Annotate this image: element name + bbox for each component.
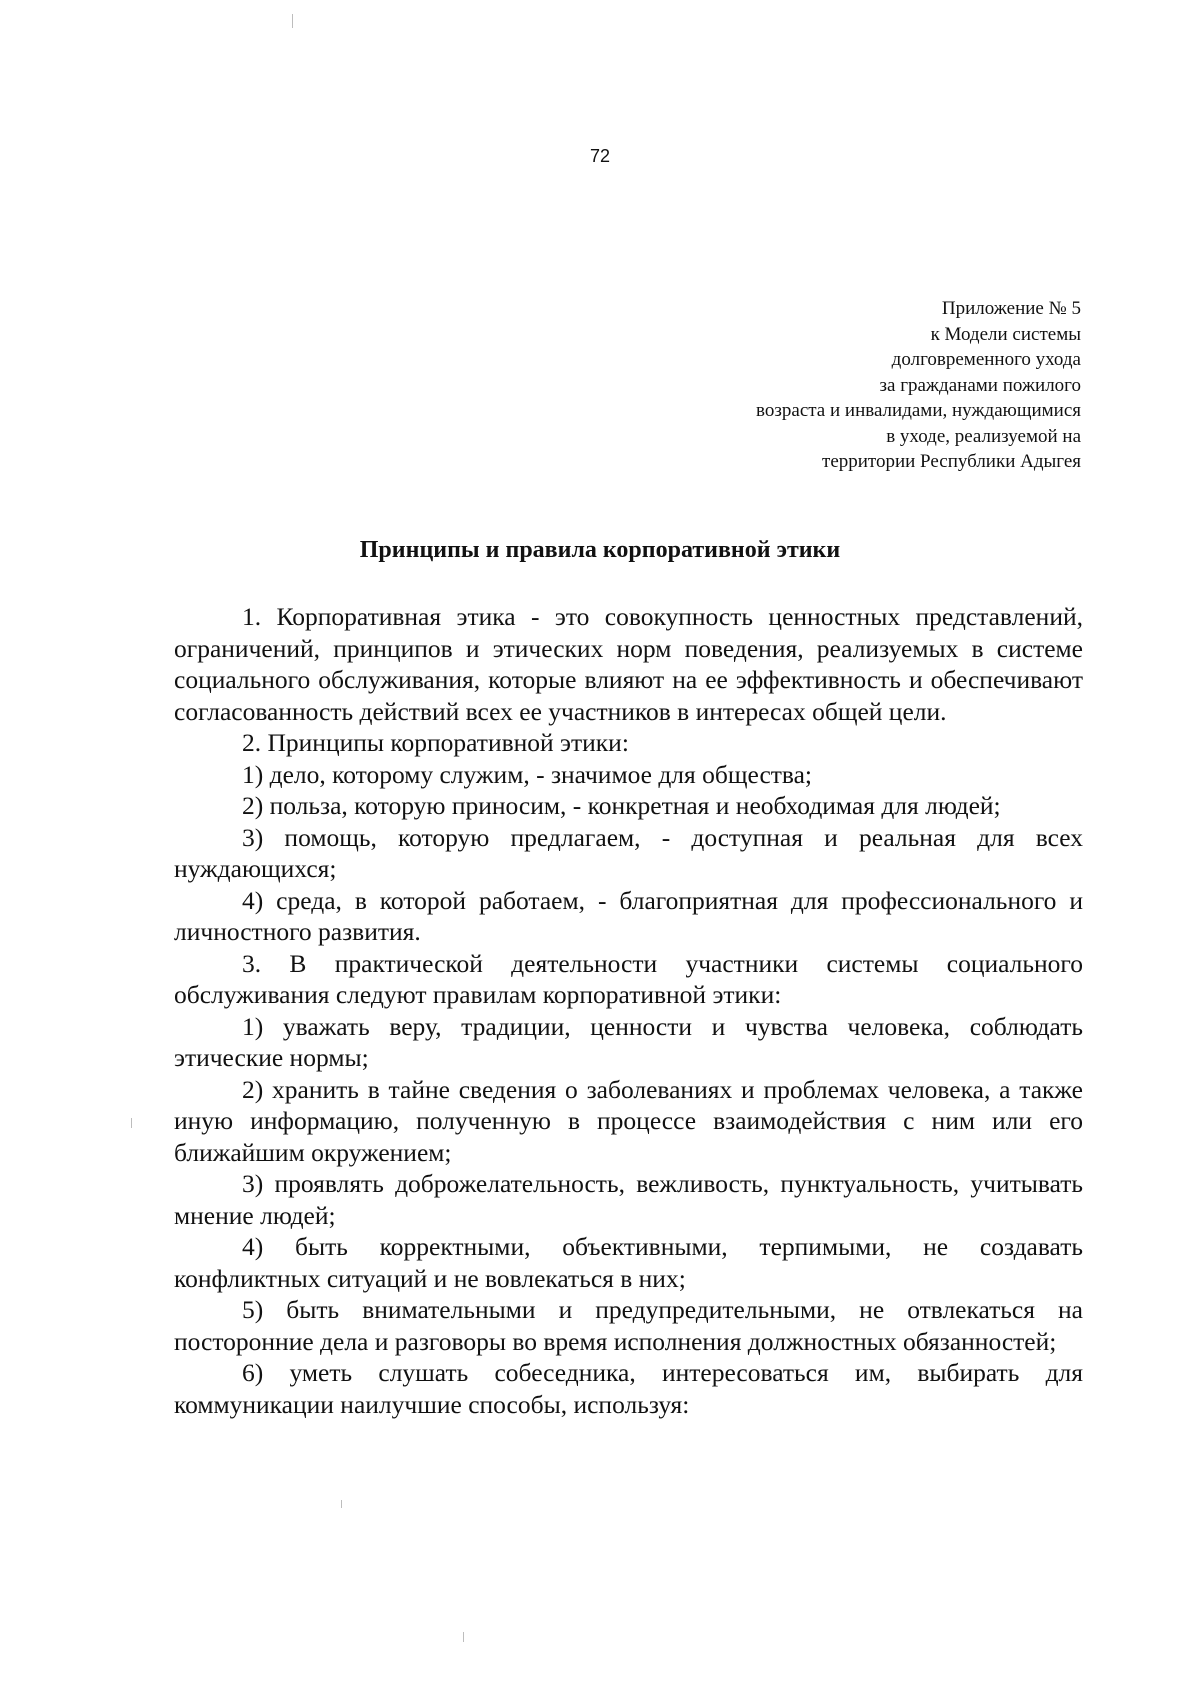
document-body xyxy=(174,601,1083,1420)
appendix-line: долговременного ухода xyxy=(891,349,1081,370)
appendix-header xyxy=(756,296,1081,475)
appendix-line: территории Республики Адыгея xyxy=(822,451,1081,472)
paragraph: 2. Принципы корпоративной этики: xyxy=(242,728,629,757)
paragraph: 1) дело, которому служим, - значимое для общества; xyxy=(242,759,813,789)
document-title: Принципы и правила корпоративной этики xyxy=(359,537,841,563)
appendix-line: Приложение № 5 xyxy=(941,298,1081,319)
paragraph: 3. В практической деятельности участники системы социального обслуживания следуют правилам корпоративной этики: xyxy=(174,948,1083,1009)
paragraph: 2) польза, которую приносим, - конкретная и необходимая для людей; xyxy=(242,791,1001,820)
appendix-line: к Модели системы xyxy=(930,323,1081,345)
paragraph: 5) быть внимательными и предупредительными, не отвлекаться на посторонние дела и разговоры во время исполнения должностных обязанностей; xyxy=(174,1295,1083,1356)
appendix-line: за гражданами пожилого xyxy=(879,374,1081,396)
paragraph: 1. Корпоративная этика - это совокупность ценностных представлений, ограничений, принципов и этических норм поведения, реализуемых в системе социального обслуживания, которые влияют на ее эффективность и обеспечивают согласованность действий всех ее участников в интересах общей цели. xyxy=(174,602,1083,726)
scan-speck xyxy=(341,1500,342,1508)
scan-speck xyxy=(131,1118,132,1128)
paragraph: 3) проявлять доброжелательность, вежливость, пунктуальность, учитывать мнение людей; xyxy=(174,1169,1083,1230)
page-number: 72 xyxy=(589,146,611,166)
paragraph: 4) быть корректными, объективными, терпимыми, не создавать конфликтных ситуаций и не вовлекаться в них; xyxy=(174,1232,1083,1293)
scan-speck xyxy=(292,14,293,28)
appendix-line: в уходе, реализуемой на xyxy=(886,425,1081,447)
scan-speck xyxy=(463,1632,464,1642)
paragraph: 3) помощь, которую предлагаем, - доступная и реальная для всех нуждающихся; xyxy=(174,822,1083,883)
appendix-line: возраста и инвалидами, нуждающимися xyxy=(756,400,1081,421)
paragraph: 2) хранить в тайне сведения о заболеваниях и проблемах человека, а также иную информацию, полученную в процессе взаимодействия с ним или его ближайшим окружением; xyxy=(174,1074,1083,1167)
paragraph: 4) среда, в которой работаем, - благоприятная для профессионального и личностного развития. xyxy=(174,885,1083,946)
paragraph: 1) уважать веру, традиции, ценности и чувства человека, соблюдать этические нормы; xyxy=(174,1011,1083,1072)
paragraph: 6) уметь слушать собеседника, интересоваться им, выбирать для коммуникации наилучшие способы, используя: xyxy=(174,1358,1083,1419)
